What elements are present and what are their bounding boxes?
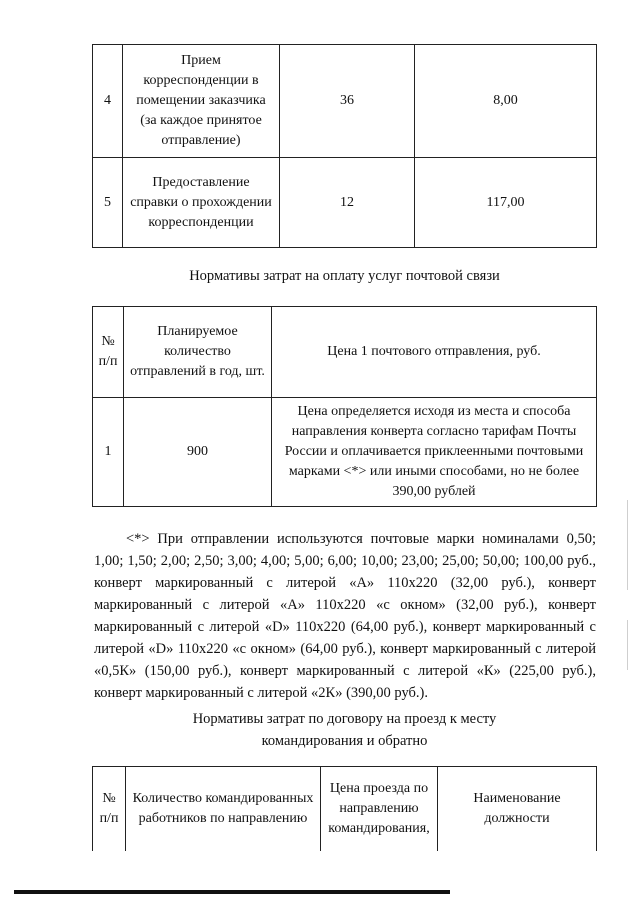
header-travel-price: Цена проезда по направлению командирования, (321, 767, 438, 851)
table-postal (92, 306, 597, 507)
scan-edge-mark (627, 620, 628, 670)
table-row (93, 398, 597, 507)
table-travel (92, 766, 597, 851)
section-title-travel (92, 708, 597, 752)
service-name: Предоставление справки о прохождении корреспонденции (123, 158, 280, 248)
table-header-row (93, 307, 597, 398)
table-services (92, 44, 597, 248)
header-number: № п/п (93, 767, 126, 851)
service-quantity: 36 (280, 45, 415, 158)
row-number: 4 (93, 45, 123, 158)
header-number: № п/п (93, 307, 124, 398)
row-number: 1 (93, 398, 124, 507)
service-quantity: 12 (280, 158, 415, 248)
footnote-paragraph: <*> При отправлении используются почтовые марки номиналами 0,50; 1,00; 1,50; 2,00; 2,50; 3,00; 4,00; 5,00; 6,00; 10,00; 23,00; 25,00; 50,00; 100,00 руб., конверт маркированный с литерой «А» 110х220 (32,00 руб.), конверт маркированный с литерой «А» 110х220 «с окном» (32,00 руб.), конверт маркированный с литерой «D» 110х220 (64,00 руб.), конверт маркированный с литерой «D» 110х220 «с окном» (64,00 руб.), конверт маркированный с литерой «0,5К» (150,00 руб.), конверт маркированный с литерой «К» (225,00 руб.), конверт маркированный с литерой «2К» (390,00 руб.). (94, 531, 596, 701)
header-count: Количество командированных работников по направлению (126, 767, 321, 851)
service-price: 8,00 (415, 45, 597, 158)
postal-price-description: Цена определяется исходя из места и способа направления конверта согласно тарифам Почты России и оплачивается приклеенными почтовыми марками <*> или иными способами, но не более 390,00 рублей (272, 398, 597, 507)
header-quantity: Планируемое количество отправлений в год, шт. (124, 307, 272, 398)
header-price: Цена 1 почтового отправления, руб. (272, 307, 597, 398)
scan-edge-bar (14, 890, 450, 894)
section-title-line: командирования и обратно (261, 733, 428, 749)
table-header-row (93, 767, 597, 851)
table-row (93, 158, 597, 248)
header-position: Наименование должности (438, 767, 597, 851)
service-price: 117,00 (415, 158, 597, 248)
scan-edge-mark (627, 500, 628, 590)
service-name: Прием корреспонденции в помещении заказчика (за каждое принятое отправление) (123, 45, 280, 158)
postal-quantity: 900 (124, 398, 272, 507)
section-title-postal: Нормативы затрат на оплату услуг почтовой связи (189, 268, 500, 284)
section-title-line: Нормативы затрат по договору на проезд к месту (192, 711, 497, 727)
row-number: 5 (93, 158, 123, 248)
table-row (93, 45, 597, 158)
